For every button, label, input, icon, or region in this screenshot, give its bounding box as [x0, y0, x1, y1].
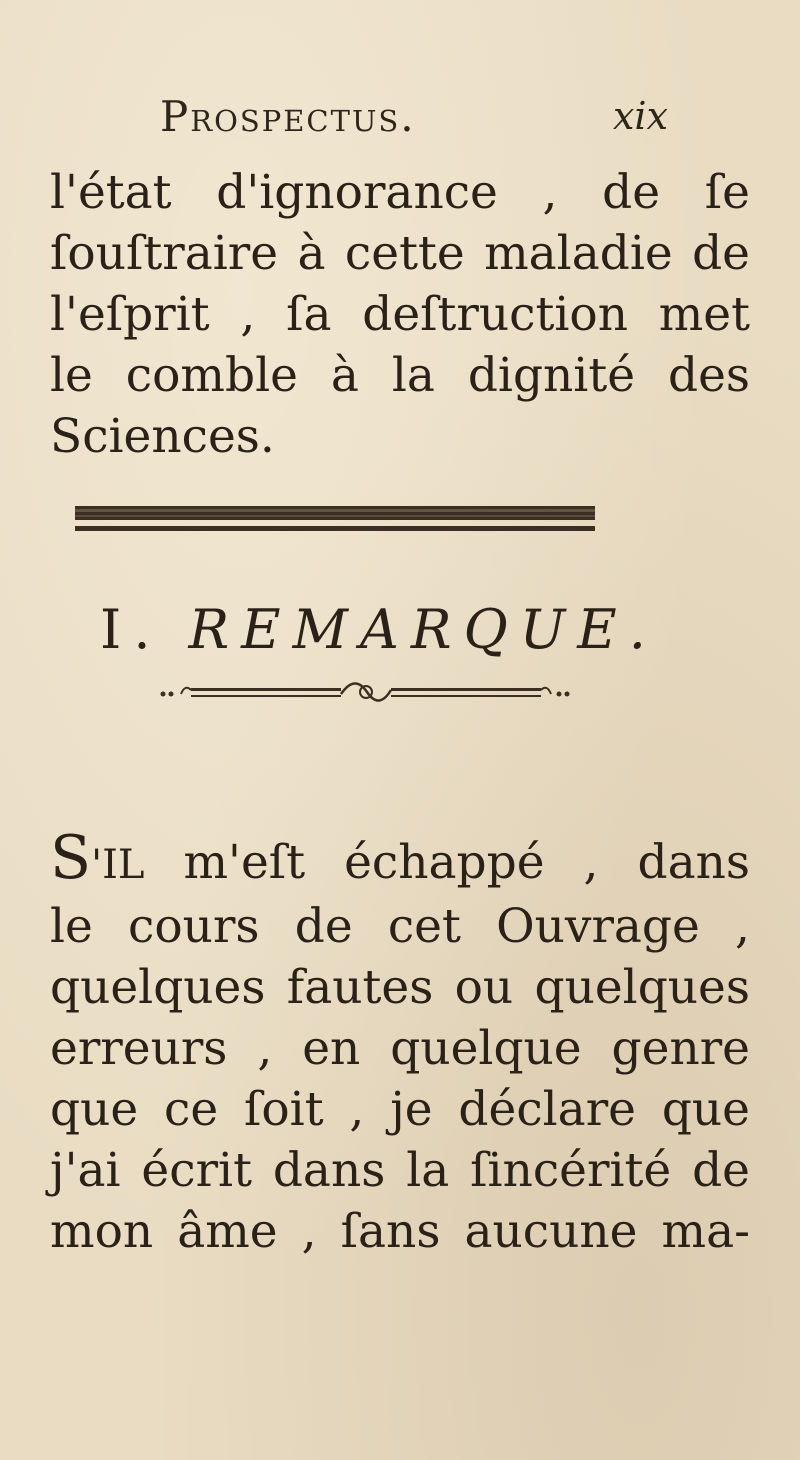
text-line: Sciences. [50, 409, 275, 464]
section-number: I. [100, 598, 163, 661]
text-line: l'état d'ignorance , de ſe [50, 165, 750, 220]
text-line: quelques fautes ou quelques [50, 960, 750, 1015]
text-line: j'ai écrit dans la ſincérité de [50, 1143, 750, 1198]
text-line: le cours de cet Ouvrage , [50, 899, 750, 954]
text-line: l'eſprit , ſa deſtruction met [50, 287, 750, 342]
running-title: Prospectus. [160, 92, 416, 141]
page-number: xix [612, 94, 668, 138]
text-line: mon âme , ſans aucune ma- [50, 1204, 750, 1259]
double-rule-ornament [75, 498, 595, 544]
page-header [160, 92, 680, 152]
paragraph-2 [50, 823, 750, 1262]
section-title: REMARQUE. [188, 598, 658, 661]
first-line-text: m'eſt échappé , dans [144, 835, 750, 890]
text-line: que ce ſoit , je déclare que [50, 1082, 750, 1137]
text-line: le comble à la dignité des [50, 348, 750, 403]
smallcaps-text: 'IL [91, 842, 145, 888]
text-line [50, 823, 750, 896]
paragraph-1 [50, 162, 750, 467]
section-heading [100, 598, 700, 661]
floral-divider-ornament [155, 670, 575, 712]
drop-cap: S [50, 823, 92, 893]
text-line: erreurs , en quelque genre [50, 1021, 750, 1076]
text-line: ſouſtraire à cette maladie de [50, 226, 750, 281]
